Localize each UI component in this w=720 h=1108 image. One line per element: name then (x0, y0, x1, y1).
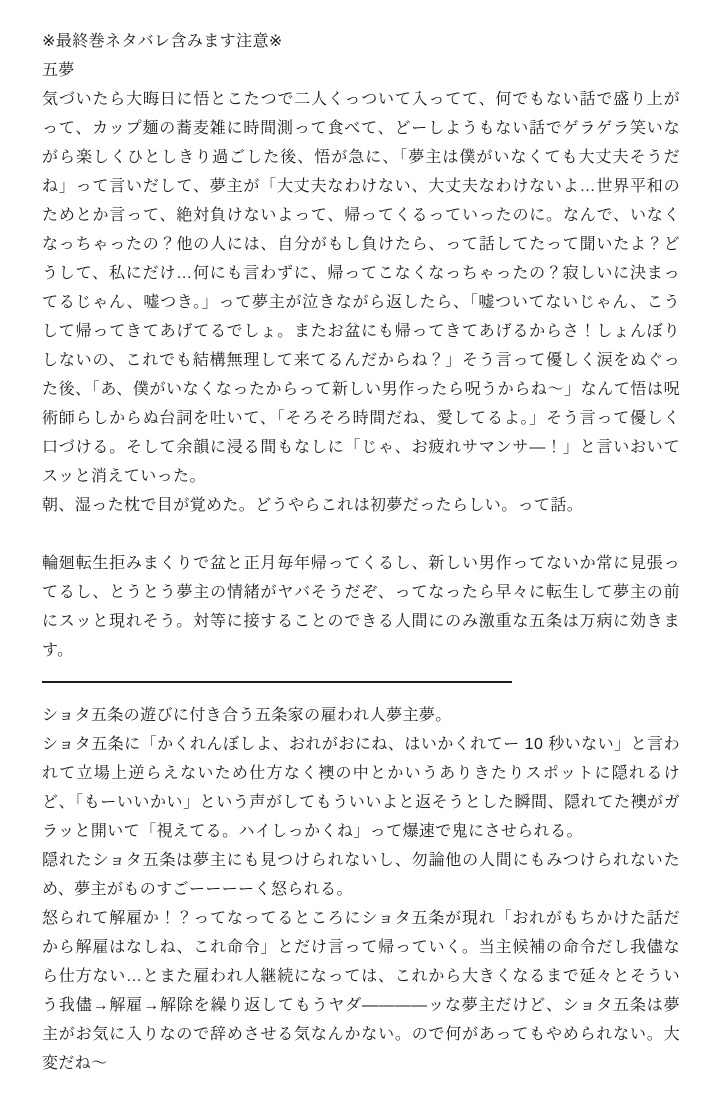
reincarnation-paragraph: 輪廻転生拒みまくりで盆と正月毎年帰ってくるし、新しい男作ってないか常に見張ってるし、とうとう夢主の情緒がヤバそうだぞ、ってなったら早々に転生して夢主の前にスッと現れそう。対等に接することのできる人間にのみ激重な五条は万病に効きます。 (42, 555, 680, 659)
dream-story-paragraph: 気づいたら大晦日に悟とこたつで二人くっついて入ってて、何でもない話で盛り上がって、カップ麺の蕎麦雑に時間測って食べて、どーしようもない話でゲラゲラ笑いながら楽しくひとしきり過ごした後、悟が急に、「夢主は僕がいなくても大丈夫そうだね」って言いだして、夢主が「大丈夫なわけない、大丈夫なわけないよ…世界平和のためとか言って、絶対負けないよって、帰ってくるっていったのに。なんで、いなくなっちゃったの？他の人には、自分がもし負けたら、って話してたって聞いたよ？どうして、私にだけ…何にも言わずに、帰ってこなくなっちゃったの？寂しいに決まってるじゃん、嘘つき。」って夢主が泣きながら返したら、「嘘ついてないじゃん、こうして帰ってきてあげてるでしょ。またお盆にも帰ってきてあげるからさ！しょんぼりしないの、これでも結構無理して来てるんだからね？」そう言って優しく涙をぬぐった後、「あ、僕がいなくなったからって新しい男作ったら呪うからね〜」なんて悟は呪術師らしからぬ台詞を吐いて、「そろそろ時間だね、愛してるよ。」そう言って優しく口づける。そして余韻に浸る間もなしに「じゃ、お疲れサマンサ―！」と言いおいてスッと消えていった。 (42, 91, 680, 485)
spoiler-notice: ※最終巻ネタバレ含みます注意※ (42, 33, 283, 50)
scolded-paragraph: 隠れたショタ五条は夢主にも見つけられないし、勿論他の人間にもみつけられないため、夢主がものすごーーーーく怒られる。 (42, 852, 680, 898)
wake-up-line: 朝、湿った枕で目が覚めた。どうやらこれは初夢だったらしい。って話。 (42, 497, 584, 514)
shota-intro-line: ショタ五条の遊びに付き合う五条家の雇われ人夢主夢。 (42, 707, 452, 724)
doc-title: 五夢 (42, 62, 75, 79)
hide-and-seek-paragraph: ショタ五条に「かくれんぼしよ、おれがおにね、はいかくれてー 10 秒いない」と言われて立場上逆らえないため仕方なく襖の中とかいうありきたりスポットに隠れるけど、「もーいいかい」という声がしてもういいよと返そうとした瞬間、隠れてた襖がガラッと開いて「視えてる。ハイしっかくね」って爆速で鬼にさせられる。 (42, 736, 680, 840)
dismissal-paragraph: 怒られて解雇か！？ってなってるところにショタ五条が現れ「おれがもちかけた話だから解雇はなしね、これ命令」とだけ言って帰っていく。当主候補の命令だし我儘なら仕方ない…とまた雇われ人継続になっては、これから大きくなるまで延々とそういう我儘→解雇→解除を繰り返してもうヤダ――――ッな夢主だけど、ショタ五条は夢主がお気に入りなので辞めさせる気なんかない。ので何があってもやめられない。大変だね〜 (42, 910, 680, 1072)
section-divider (42, 681, 512, 683)
